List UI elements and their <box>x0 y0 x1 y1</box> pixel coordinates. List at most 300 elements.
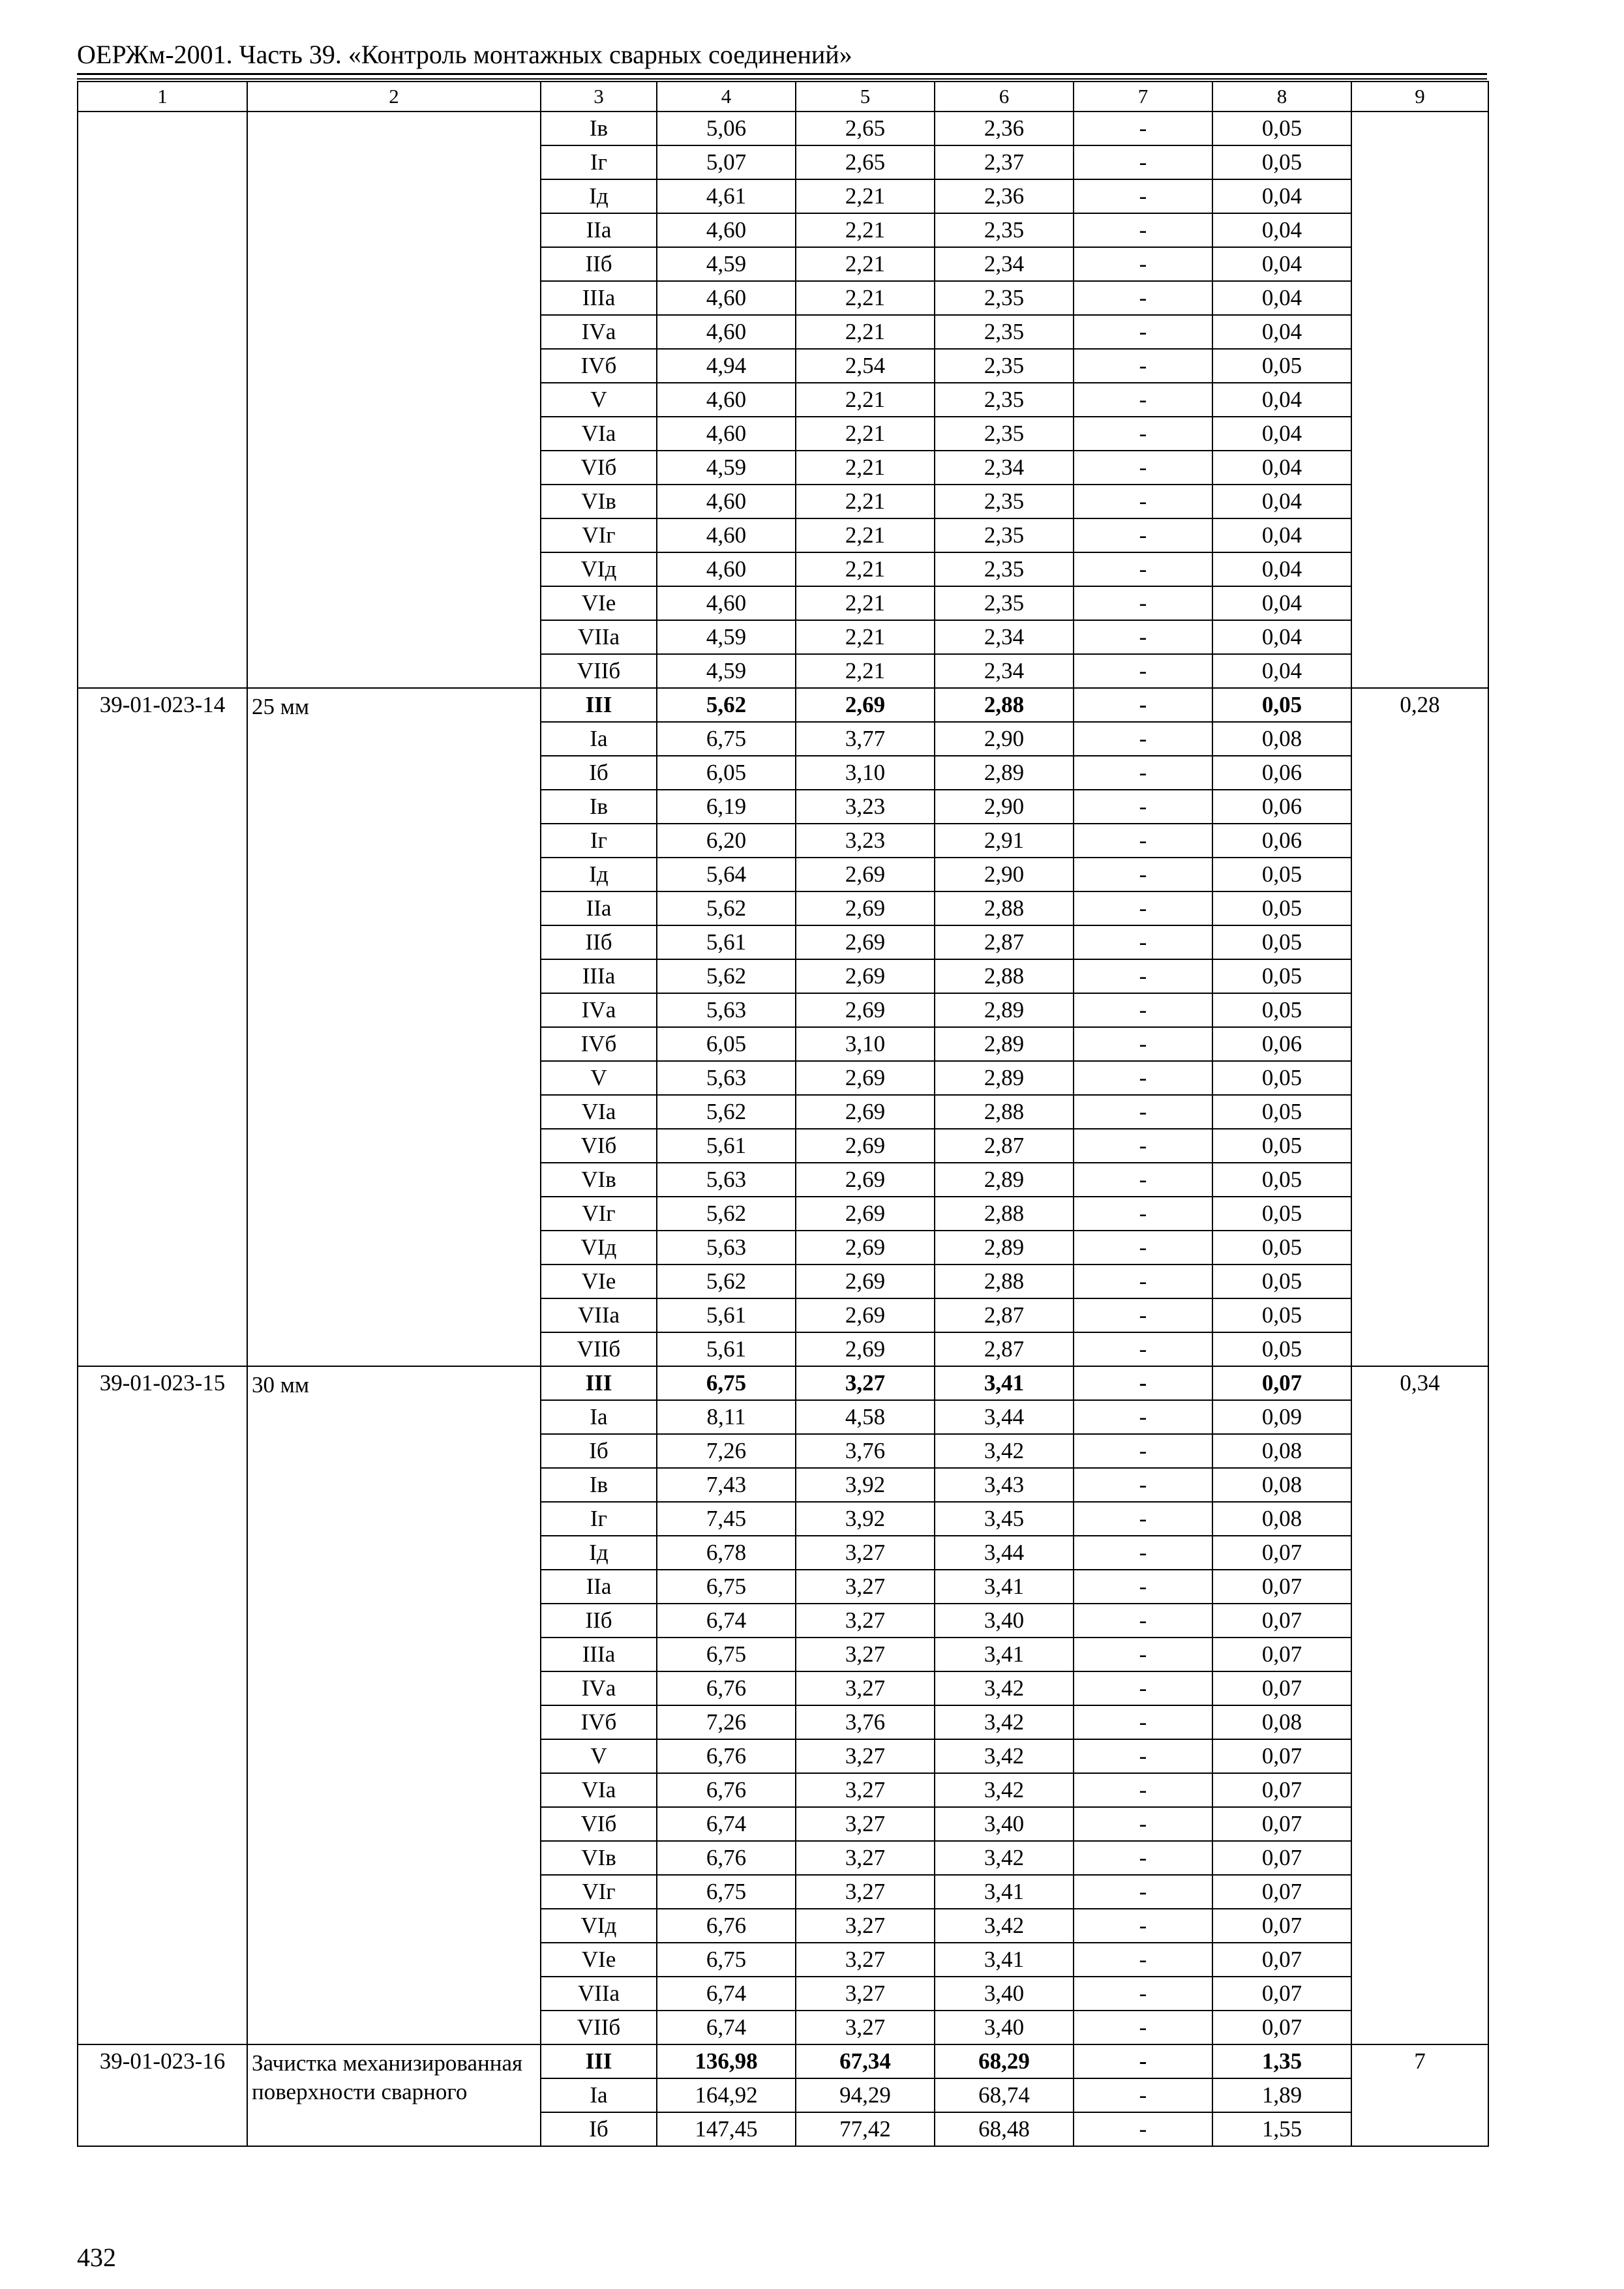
cell-c5: 2,69 <box>796 1197 935 1231</box>
cell-c5: 2,21 <box>796 247 935 281</box>
cell-c3: VIг <box>541 518 657 552</box>
cell-c7: - <box>1074 2112 1212 2146</box>
cell-c3: VIб <box>541 1129 657 1163</box>
cell-c4: 5,61 <box>657 1129 796 1163</box>
cell-c7: - <box>1074 552 1212 586</box>
cell-c4: 5,62 <box>657 1095 796 1129</box>
cell-c8: 0,04 <box>1212 315 1351 349</box>
cell-c5: 3,27 <box>796 2011 935 2044</box>
cell-c7: - <box>1074 247 1212 281</box>
cell-c5: 2,21 <box>796 179 935 213</box>
cell-c5: 2,69 <box>796 1332 935 1366</box>
cell-c4: 4,60 <box>657 383 796 417</box>
cell-c3: Iг <box>541 1502 657 1536</box>
cell-c3: Iб <box>541 1434 657 1468</box>
cell-c3: VIд <box>541 1909 657 1943</box>
cell-c8: 0,05 <box>1212 1197 1351 1231</box>
cell-c8: 0,07 <box>1212 1366 1351 1400</box>
cell-c5: 3,23 <box>796 824 935 858</box>
cell-c5: 3,76 <box>796 1434 935 1468</box>
cell-c6: 3,42 <box>935 1739 1074 1773</box>
cell-c5: 3,27 <box>796 1536 935 1570</box>
cell-c4: 6,05 <box>657 756 796 790</box>
header-rule <box>77 73 1487 75</box>
table-row <box>78 688 1488 722</box>
cell-c7: - <box>1074 1705 1212 1739</box>
cell-c5: 3,10 <box>796 756 935 790</box>
cell-c5: 2,21 <box>796 213 935 247</box>
description-cell <box>247 112 541 688</box>
cell-c5: 3,27 <box>796 1638 935 1671</box>
cell-c3: VIIа <box>541 620 657 654</box>
cell-c5: 3,27 <box>796 1773 935 1807</box>
cell-c7: - <box>1074 1231 1212 1264</box>
cell-c7: - <box>1074 1536 1212 1570</box>
cell-c6: 2,88 <box>935 1197 1074 1231</box>
cell-c4: 4,60 <box>657 281 796 315</box>
cell-c4: 6,75 <box>657 1638 796 1671</box>
cell-c4: 4,60 <box>657 586 796 620</box>
total-value: 0,34 <box>1351 1366 1488 2044</box>
cell-c3: Iг <box>541 145 657 179</box>
cell-c3: IVб <box>541 349 657 383</box>
cell-c3: Iд <box>541 858 657 891</box>
cell-c5: 2,21 <box>796 654 935 688</box>
cell-c3: Iа <box>541 722 657 756</box>
cell-c8: 0,04 <box>1212 654 1351 688</box>
cell-c6: 68,74 <box>935 2078 1074 2112</box>
cell-c4: 6,05 <box>657 1027 796 1061</box>
cell-c5: 3,27 <box>796 1943 935 1977</box>
cell-c4: 6,74 <box>657 1807 796 1841</box>
cell-c6: 2,89 <box>935 756 1074 790</box>
cell-c3: VIе <box>541 1943 657 1977</box>
cell-c7: - <box>1074 1400 1212 1434</box>
cell-c4: 7,43 <box>657 1468 796 1502</box>
cell-c6: 2,89 <box>935 1027 1074 1061</box>
cell-c5: 94,29 <box>796 2078 935 2112</box>
cell-c6: 2,88 <box>935 688 1074 722</box>
cell-c3: Iв <box>541 790 657 824</box>
rates-table <box>77 81 1489 2147</box>
cell-c8: 0,04 <box>1212 485 1351 518</box>
cell-c7: - <box>1074 1909 1212 1943</box>
cell-c5: 3,27 <box>796 1604 935 1638</box>
cell-c8: 0,08 <box>1212 722 1351 756</box>
cell-c3: V <box>541 1739 657 1773</box>
cell-c8: 0,07 <box>1212 1604 1351 1638</box>
cell-c5: 2,69 <box>796 1061 935 1095</box>
cell-c6: 2,36 <box>935 179 1074 213</box>
cell-c3: Iд <box>541 1536 657 1570</box>
cell-c6: 3,42 <box>935 1671 1074 1705</box>
cell-c4: 6,20 <box>657 824 796 858</box>
cell-c4: 6,74 <box>657 2011 796 2044</box>
cell-c7: - <box>1074 112 1212 145</box>
cell-c3: VIа <box>541 1095 657 1129</box>
column-number: 2 <box>247 82 541 112</box>
cell-c5: 3,27 <box>796 1977 935 2011</box>
cell-c7: - <box>1074 1197 1212 1231</box>
total-value: 7 <box>1351 2044 1488 2146</box>
cell-c7: - <box>1074 2078 1212 2112</box>
cell-c6: 2,88 <box>935 1264 1074 1298</box>
cell-c4: 6,75 <box>657 1943 796 1977</box>
cell-c4: 6,75 <box>657 1366 796 1400</box>
cell-c6: 3,40 <box>935 2011 1074 2044</box>
cell-c8: 1,55 <box>1212 2112 1351 2146</box>
page-header-title: ОЕРЖм-2001. Часть 39. «Контроль монтажных сварных соединений» <box>77 40 852 69</box>
cell-c6: 3,40 <box>935 1977 1074 2011</box>
cell-c8: 0,04 <box>1212 179 1351 213</box>
cell-c6: 3,42 <box>935 1841 1074 1875</box>
cell-c4: 5,63 <box>657 1163 796 1197</box>
cell-c6: 2,88 <box>935 891 1074 925</box>
cell-c6: 3,41 <box>935 1366 1074 1400</box>
cell-c7: - <box>1074 993 1212 1027</box>
cell-c7: - <box>1074 1366 1212 1400</box>
cell-c8: 0,07 <box>1212 1773 1351 1807</box>
cell-c5: 3,27 <box>796 1841 935 1875</box>
cell-c4: 5,63 <box>657 993 796 1027</box>
cell-c3: III <box>541 688 657 722</box>
cell-c7: - <box>1074 2011 1212 2044</box>
cell-c6: 2,34 <box>935 451 1074 485</box>
cell-c7: - <box>1074 1875 1212 1909</box>
cell-c5: 3,23 <box>796 790 935 824</box>
cell-c3: IIб <box>541 247 657 281</box>
cell-c6: 2,87 <box>935 1298 1074 1332</box>
cell-c3: Iб <box>541 756 657 790</box>
cell-c3: IIб <box>541 1604 657 1638</box>
cell-c3: VIIа <box>541 1298 657 1332</box>
cell-c6: 2,87 <box>935 1332 1074 1366</box>
cell-c3: VIв <box>541 1163 657 1197</box>
cell-c7: - <box>1074 1841 1212 1875</box>
cell-c4: 4,61 <box>657 179 796 213</box>
cell-c6: 3,44 <box>935 1400 1074 1434</box>
cell-c7: - <box>1074 790 1212 824</box>
cell-c5: 3,27 <box>796 1875 935 1909</box>
cell-c5: 2,21 <box>796 620 935 654</box>
cell-c6: 3,43 <box>935 1468 1074 1502</box>
cell-c4: 6,76 <box>657 1739 796 1773</box>
cell-c4: 164,92 <box>657 2078 796 2112</box>
cell-c3: IIIа <box>541 281 657 315</box>
cell-c7: - <box>1074 2044 1212 2078</box>
cell-c3: VIIа <box>541 1977 657 2011</box>
cell-c3: III <box>541 2044 657 2078</box>
cell-c5: 67,34 <box>796 2044 935 2078</box>
cell-c4: 6,76 <box>657 1909 796 1943</box>
cell-c4: 7,26 <box>657 1705 796 1739</box>
cell-c8: 0,05 <box>1212 1332 1351 1366</box>
cell-c7: - <box>1074 824 1212 858</box>
cell-c8: 0,07 <box>1212 1841 1351 1875</box>
cell-c8: 0,09 <box>1212 1400 1351 1434</box>
cell-c6: 2,35 <box>935 383 1074 417</box>
cell-c3: IIа <box>541 1570 657 1604</box>
cell-c8: 0,07 <box>1212 1875 1351 1909</box>
cell-c6: 2,90 <box>935 722 1074 756</box>
cell-c7: - <box>1074 485 1212 518</box>
cell-c3: VIд <box>541 552 657 586</box>
cell-c5: 2,69 <box>796 1129 935 1163</box>
page-number: 432 <box>77 2243 116 2272</box>
cell-c6: 3,44 <box>935 1536 1074 1570</box>
cell-c5: 2,54 <box>796 349 935 383</box>
cell-c5: 2,21 <box>796 315 935 349</box>
cell-c8: 0,04 <box>1212 417 1351 451</box>
cell-c7: - <box>1074 1739 1212 1773</box>
cell-c8: 0,05 <box>1212 993 1351 1027</box>
cell-c3: VIб <box>541 451 657 485</box>
cell-c6: 2,34 <box>935 654 1074 688</box>
cell-c3: IIIа <box>541 959 657 993</box>
cell-c5: 2,69 <box>796 891 935 925</box>
cell-c8: 0,07 <box>1212 1536 1351 1570</box>
cell-c5: 2,21 <box>796 451 935 485</box>
cell-c7: - <box>1074 451 1212 485</box>
cell-c5: 2,69 <box>796 1231 935 1264</box>
cell-c4: 6,74 <box>657 1604 796 1638</box>
page-header <box>77 38 1487 72</box>
cell-c6: 2,87 <box>935 1129 1074 1163</box>
cell-c8: 0,05 <box>1212 1129 1351 1163</box>
cell-c7: - <box>1074 1095 1212 1129</box>
cell-c7: - <box>1074 858 1212 891</box>
cell-c7: - <box>1074 586 1212 620</box>
cell-c8: 0,05 <box>1212 145 1351 179</box>
cell-c5: 2,65 <box>796 112 935 145</box>
cell-c4: 4,60 <box>657 485 796 518</box>
cell-c4: 6,75 <box>657 1570 796 1604</box>
cell-c8: 0,04 <box>1212 451 1351 485</box>
cell-c7: - <box>1074 1807 1212 1841</box>
cell-c4: 147,45 <box>657 2112 796 2146</box>
cell-c5: 2,69 <box>796 1163 935 1197</box>
cell-c5: 2,21 <box>796 485 935 518</box>
cell-c3: Iа <box>541 1400 657 1434</box>
cell-c8: 0,07 <box>1212 1977 1351 2011</box>
cell-c3: VIIб <box>541 654 657 688</box>
cell-c4: 6,19 <box>657 790 796 824</box>
cell-c5: 3,76 <box>796 1705 935 1739</box>
cell-c5: 2,69 <box>796 1095 935 1129</box>
cell-c6: 2,89 <box>935 1231 1074 1264</box>
cell-c3: Iг <box>541 824 657 858</box>
cell-c5: 3,27 <box>796 1366 935 1400</box>
cell-c6: 2,88 <box>935 1095 1074 1129</box>
cell-c3: IVа <box>541 993 657 1027</box>
cell-c4: 5,61 <box>657 1332 796 1366</box>
cell-c8: 0,04 <box>1212 247 1351 281</box>
cell-c5: 3,92 <box>796 1502 935 1536</box>
cell-c3: VIе <box>541 1264 657 1298</box>
cell-c7: - <box>1074 281 1212 315</box>
cell-c3: IIIа <box>541 1638 657 1671</box>
table-row <box>78 1366 1488 1400</box>
cell-c6: 3,40 <box>935 1604 1074 1638</box>
cell-c8: 0,04 <box>1212 552 1351 586</box>
cell-c7: - <box>1074 620 1212 654</box>
cell-c5: 2,21 <box>796 586 935 620</box>
cell-c5: 3,27 <box>796 1909 935 1943</box>
cell-c4: 4,60 <box>657 315 796 349</box>
cell-c8: 0,05 <box>1212 349 1351 383</box>
cell-c4: 4,59 <box>657 620 796 654</box>
cell-c4: 4,60 <box>657 552 796 586</box>
cell-c6: 2,87 <box>935 925 1074 959</box>
cell-c4: 5,62 <box>657 1197 796 1231</box>
cell-c8: 0,07 <box>1212 1909 1351 1943</box>
cell-c6: 2,89 <box>935 993 1074 1027</box>
cell-c5: 2,69 <box>796 1298 935 1332</box>
cell-c5: 2,69 <box>796 858 935 891</box>
cell-c8: 0,06 <box>1212 790 1351 824</box>
cell-c7: - <box>1074 1298 1212 1332</box>
rates-table-body <box>78 82 1488 2146</box>
table-row <box>78 112 1488 145</box>
cell-c6: 3,42 <box>935 1705 1074 1739</box>
rate-description: 30 мм <box>247 1366 541 2044</box>
cell-c8: 0,04 <box>1212 383 1351 417</box>
cell-c4: 5,62 <box>657 688 796 722</box>
cell-c8: 0,05 <box>1212 1264 1351 1298</box>
cell-c8: 0,04 <box>1212 586 1351 620</box>
cell-c7: - <box>1074 1468 1212 1502</box>
cell-c6: 2,35 <box>935 552 1074 586</box>
cell-c7: - <box>1074 1061 1212 1095</box>
cell-c6: 2,91 <box>935 824 1074 858</box>
cell-c4: 5,62 <box>657 1264 796 1298</box>
cell-c3: Iв <box>541 1468 657 1502</box>
column-number: 4 <box>657 82 796 112</box>
cell-c8: 0,07 <box>1212 2011 1351 2044</box>
cell-c7: - <box>1074 1332 1212 1366</box>
cell-c8: 0,04 <box>1212 620 1351 654</box>
cell-c7: - <box>1074 1027 1212 1061</box>
cell-c5: 3,27 <box>796 1739 935 1773</box>
cell-c8: 0,04 <box>1212 518 1351 552</box>
rate-code: 39-01-023-15 <box>78 1366 247 2044</box>
cell-c8: 0,07 <box>1212 1943 1351 1977</box>
cell-c8: 0,05 <box>1212 1163 1351 1197</box>
cell-c8: 1,35 <box>1212 2044 1351 2078</box>
cell-c3: Iа <box>541 2078 657 2112</box>
cell-c8: 0,05 <box>1212 959 1351 993</box>
cell-c7: - <box>1074 1163 1212 1197</box>
cell-c7: - <box>1074 1434 1212 1468</box>
cell-c7: - <box>1074 417 1212 451</box>
cell-c7: - <box>1074 1943 1212 1977</box>
cell-c3: V <box>541 1061 657 1095</box>
cell-c6: 3,42 <box>935 1773 1074 1807</box>
cell-c4: 4,59 <box>657 247 796 281</box>
cell-c5: 4,58 <box>796 1400 935 1434</box>
cell-c4: 4,59 <box>657 654 796 688</box>
cell-c8: 0,08 <box>1212 1434 1351 1468</box>
cell-c3: III <box>541 1366 657 1400</box>
cell-c7: - <box>1074 1570 1212 1604</box>
column-number: 6 <box>935 82 1074 112</box>
rate-code: 39-01-023-16 <box>78 2044 247 2146</box>
cell-c5: 3,27 <box>796 1671 935 1705</box>
cell-c3: IIа <box>541 213 657 247</box>
cell-c5: 2,21 <box>796 281 935 315</box>
cell-c3: Iд <box>541 179 657 213</box>
cell-c3: IVа <box>541 1671 657 1705</box>
cell-c3: VIIб <box>541 1332 657 1366</box>
cell-c7: - <box>1074 925 1212 959</box>
cell-c7: - <box>1074 179 1212 213</box>
cell-c4: 6,75 <box>657 722 796 756</box>
cell-c7: - <box>1074 1977 1212 2011</box>
cell-c4: 4,60 <box>657 417 796 451</box>
cell-c4: 5,62 <box>657 959 796 993</box>
cell-c8: 0,05 <box>1212 112 1351 145</box>
cell-c6: 2,35 <box>935 586 1074 620</box>
cell-c8: 0,08 <box>1212 1468 1351 1502</box>
cell-c5: 3,27 <box>796 1570 935 1604</box>
total-value: 0,28 <box>1351 688 1488 1366</box>
cell-c5: 3,77 <box>796 722 935 756</box>
cell-c3: VIа <box>541 1773 657 1807</box>
cell-c5: 2,21 <box>796 518 935 552</box>
cell-c8: 0,08 <box>1212 1502 1351 1536</box>
cell-c8: 0,08 <box>1212 1705 1351 1739</box>
cell-c7: - <box>1074 349 1212 383</box>
cell-c8: 0,07 <box>1212 1570 1351 1604</box>
cell-c7: - <box>1074 1671 1212 1705</box>
rate-description: 25 мм <box>247 688 541 1366</box>
cell-c7: - <box>1074 1773 1212 1807</box>
cell-c5: 2,69 <box>796 993 935 1027</box>
cell-c3: Iв <box>541 112 657 145</box>
cell-c8: 0,04 <box>1212 213 1351 247</box>
cell-c3: IVа <box>541 315 657 349</box>
cell-c7: - <box>1074 315 1212 349</box>
header-rule <box>77 78 1487 80</box>
cell-c4: 6,75 <box>657 1875 796 1909</box>
cell-c8: 0,05 <box>1212 858 1351 891</box>
cell-c3: IIб <box>541 925 657 959</box>
cell-c5: 3,27 <box>796 1807 935 1841</box>
cell-c5: 2,65 <box>796 145 935 179</box>
cell-c8: 0,07 <box>1212 1638 1351 1671</box>
column-number: 3 <box>541 82 657 112</box>
cell-c3: IVб <box>541 1027 657 1061</box>
cell-c4: 6,76 <box>657 1671 796 1705</box>
cell-c7: - <box>1074 213 1212 247</box>
cell-c7: - <box>1074 1264 1212 1298</box>
cell-c7: - <box>1074 1129 1212 1163</box>
cell-c6: 3,41 <box>935 1570 1074 1604</box>
cell-c5: 77,42 <box>796 2112 935 2146</box>
cell-c6: 2,89 <box>935 1163 1074 1197</box>
cell-c3: VIг <box>541 1197 657 1231</box>
cell-c7: - <box>1074 891 1212 925</box>
cell-c6: 3,45 <box>935 1502 1074 1536</box>
cell-c6: 2,35 <box>935 281 1074 315</box>
cell-c7: - <box>1074 688 1212 722</box>
cell-c3: VIд <box>541 1231 657 1264</box>
cell-c4: 4,60 <box>657 518 796 552</box>
cell-c4: 6,74 <box>657 1977 796 2011</box>
column-number: 8 <box>1212 82 1351 112</box>
cell-c8: 0,07 <box>1212 1739 1351 1773</box>
table-row <box>78 2044 1488 2078</box>
